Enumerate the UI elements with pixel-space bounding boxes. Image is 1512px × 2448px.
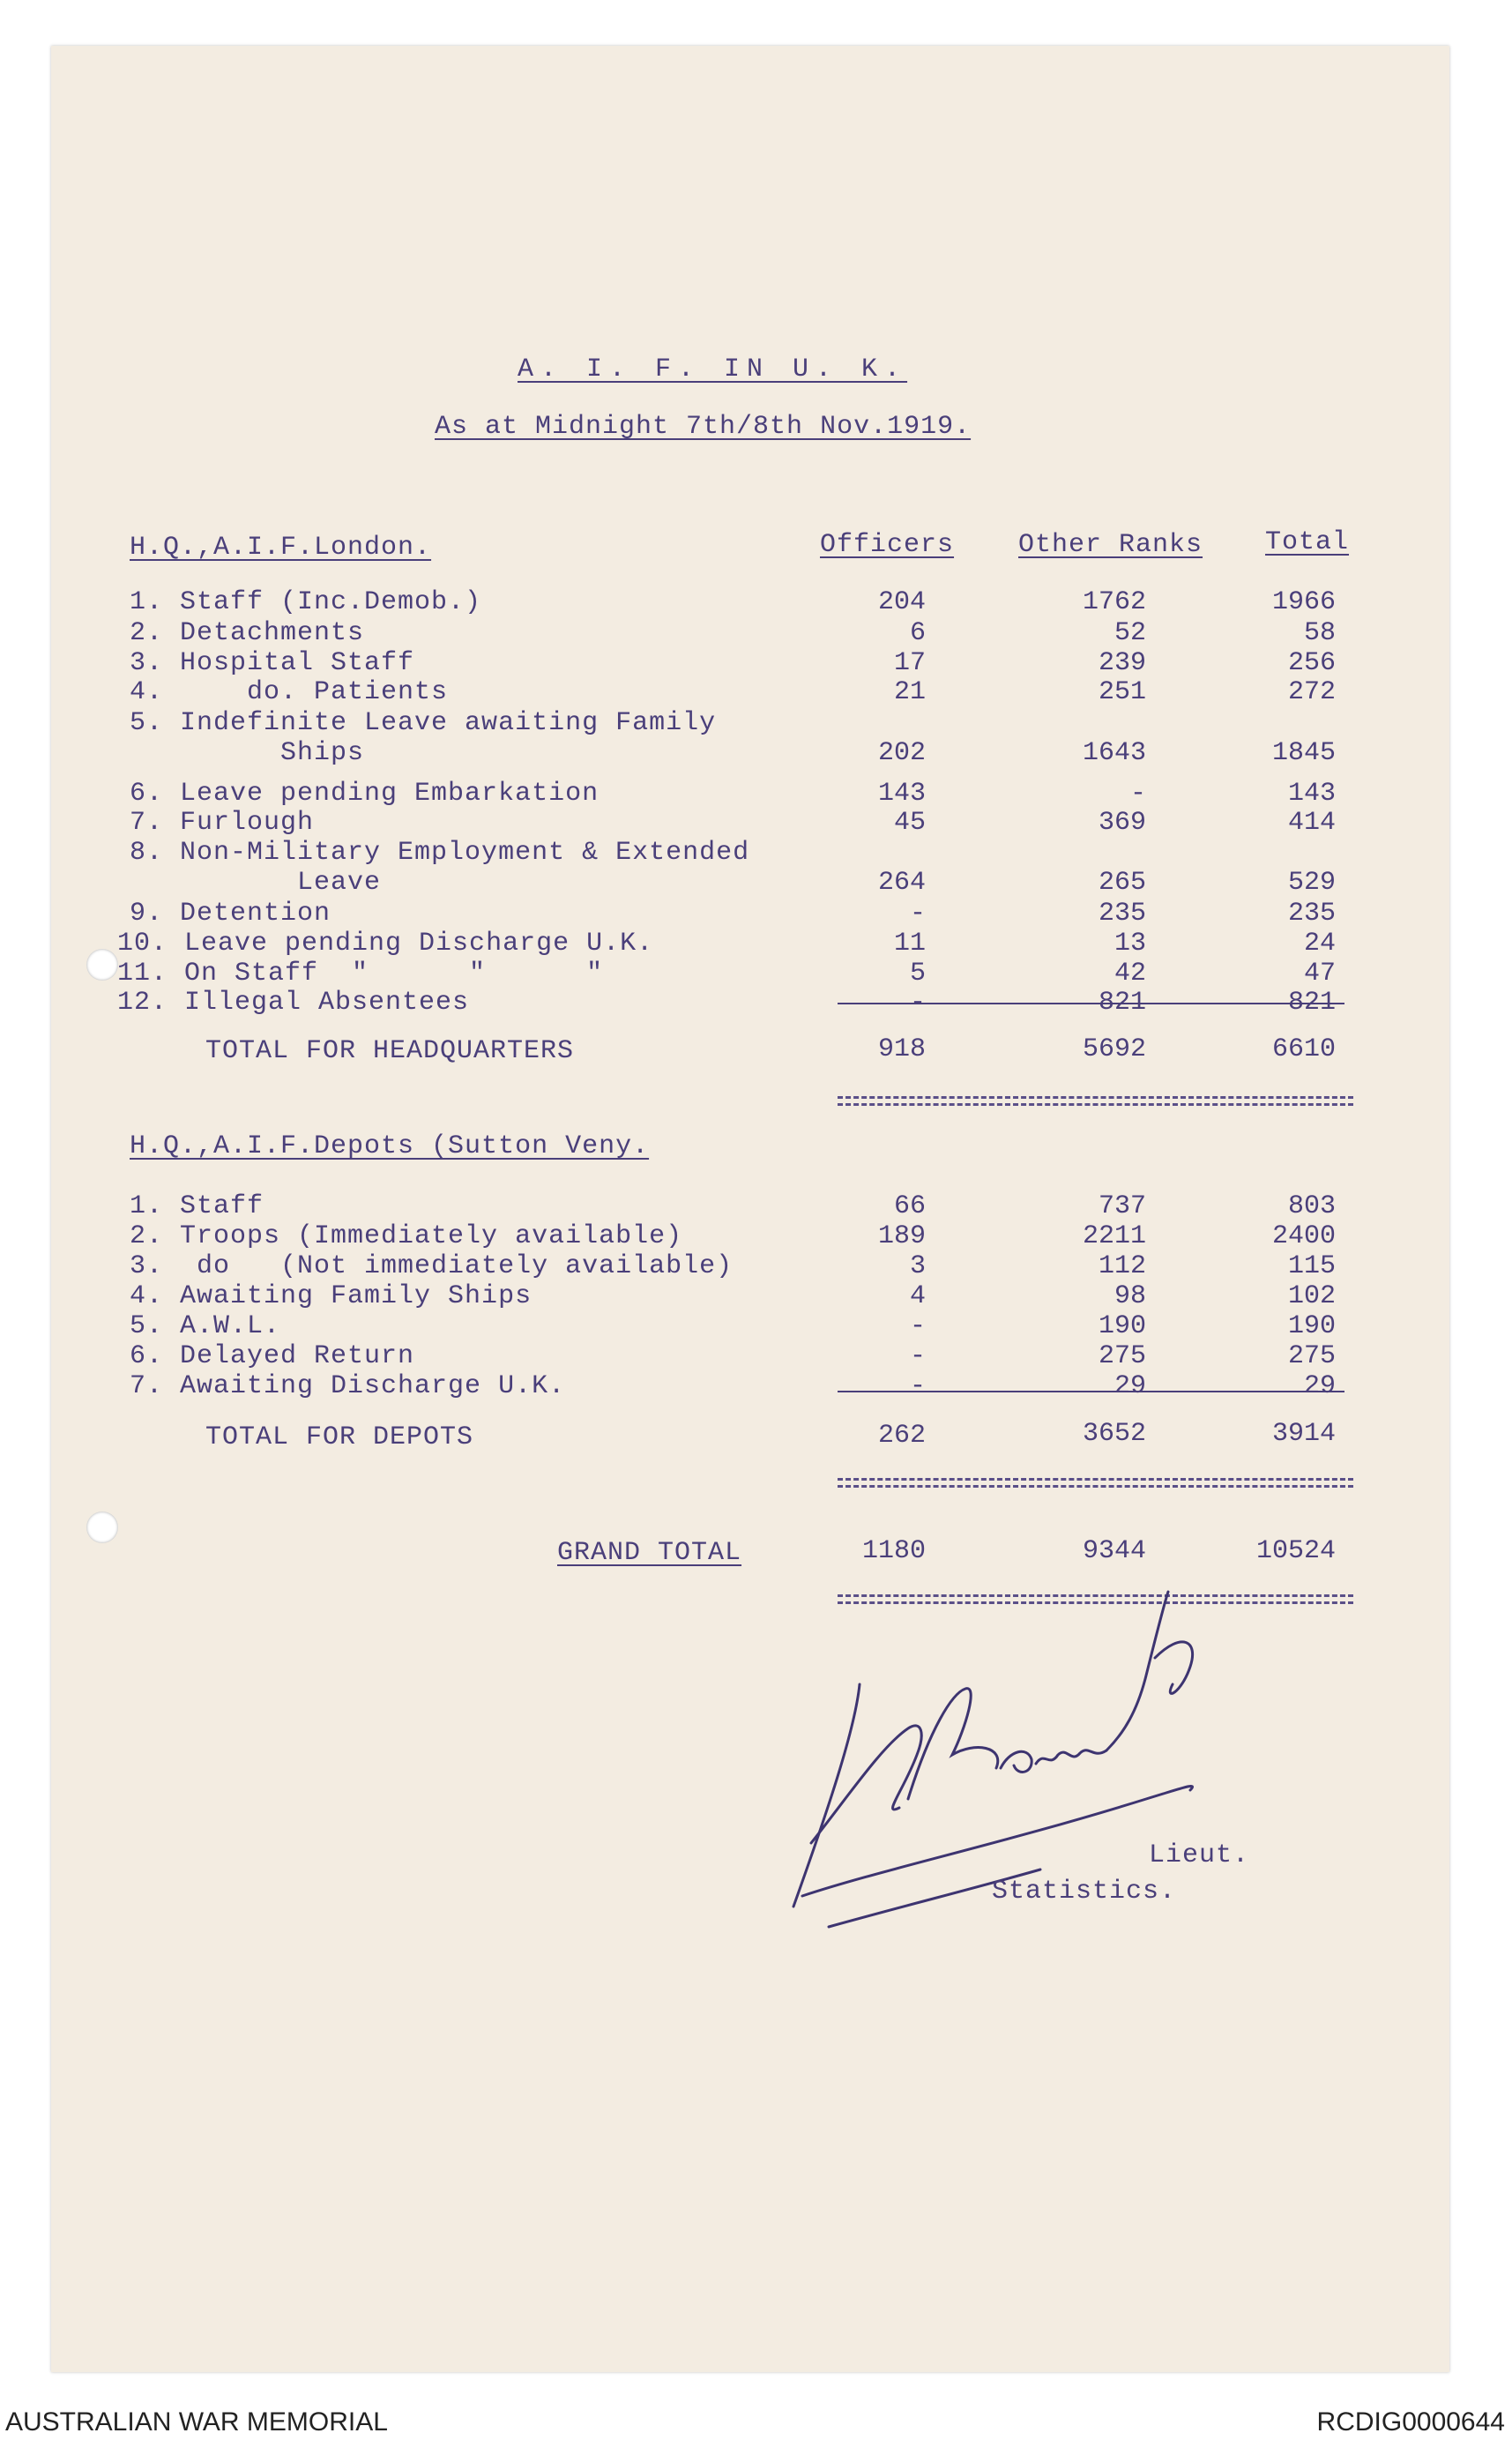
document-subtitle: As at Midnight 7th/8th Nov.1919.	[435, 412, 972, 442]
section1-cell-officers: 264	[877, 868, 926, 898]
section1-row-label-continued: Leave	[130, 868, 382, 898]
signatory-rank: Lieut.	[1149, 1840, 1250, 1870]
section1-row-label: 5. Indefinite Leave awaiting Family	[130, 708, 717, 738]
section1-cell-other: 1762	[1082, 587, 1146, 617]
section1-cell-total: 1845	[1271, 738, 1336, 768]
section2-row-label: 7. Awaiting Discharge U.K.	[130, 1371, 566, 1401]
section2-total-total: 3914	[1271, 1419, 1336, 1449]
section1-cell-total: 529	[1287, 868, 1336, 898]
section1-cell-other: 235	[1098, 899, 1146, 929]
section1-cell-other: 369	[1098, 808, 1146, 838]
section1-cell-officers: 45	[893, 808, 926, 838]
section1-total-officers: 918	[877, 1034, 926, 1064]
grand-total-label: GRAND TOTAL	[557, 1538, 742, 1568]
section2-cell-other: 737	[1098, 1191, 1146, 1221]
grand-total-total: 10524	[1255, 1536, 1336, 1566]
section1-cell-officers: 204	[877, 587, 926, 617]
subtotal-rule	[838, 1391, 1344, 1392]
section1-row-label: 3. Hospital Staff	[130, 648, 415, 678]
section1-cell-officers: 17	[893, 648, 926, 678]
section1-cell-total: 256	[1287, 648, 1336, 678]
signatory-title: Statistics.	[992, 1877, 1177, 1907]
section1-cell-total: 58	[1303, 618, 1336, 648]
section1-row-label-continued: Ships	[130, 738, 365, 768]
section1-cell-officers: -	[909, 899, 926, 929]
section2-cell-total: 190	[1287, 1311, 1336, 1341]
section2-cell-total: 275	[1287, 1341, 1336, 1371]
grand-total-other: 9344	[1082, 1536, 1146, 1566]
section2-cell-officers: 4	[909, 1281, 926, 1311]
section2-total-label: TOTAL FOR DEPOTS	[205, 1422, 474, 1452]
section1-cell-officers: -	[909, 988, 926, 1018]
section2-cell-total: 115	[1287, 1251, 1336, 1281]
section1-row-label: 1. Staff (Inc.Demob.)	[130, 587, 482, 617]
section1-cell-other: -	[1129, 779, 1146, 809]
section1-cell-total: 47	[1303, 959, 1336, 989]
section1-total-total: 6610	[1271, 1034, 1336, 1064]
section1-cell-other: 251	[1098, 677, 1146, 707]
section1-cell-officers: 11	[893, 929, 926, 959]
section2-row-label: 3. do (Not immediately available)	[130, 1251, 734, 1281]
section2-cell-officers: -	[909, 1311, 926, 1341]
section2-row-label: 6. Delayed Return	[130, 1341, 415, 1371]
section1-cell-officers: 6	[909, 618, 926, 648]
section1-heading: H.Q.,A.I.F.London.	[130, 533, 432, 563]
total-rule	[838, 1485, 1353, 1488]
total-rule	[838, 1103, 1353, 1106]
header-other-ranks: Other Ranks	[1018, 530, 1203, 560]
punch-hole	[86, 1511, 118, 1543]
section2-cell-total: 102	[1287, 1281, 1336, 1311]
header-officers: Officers	[820, 530, 955, 560]
section2-row-label: 4. Awaiting Family Ships	[130, 1281, 533, 1311]
section1-cell-officers: 202	[877, 738, 926, 768]
section2-row-label: 2. Troops (Immediately available)	[130, 1221, 683, 1251]
section1-row-label: 11. On Staff " " "	[117, 959, 604, 989]
section1-row-label: 2. Detachments	[130, 618, 365, 648]
section1-cell-other: 265	[1098, 868, 1146, 898]
section2-cell-other: 275	[1098, 1341, 1146, 1371]
section2-cell-total: 803	[1287, 1191, 1336, 1221]
section1-cell-other: 52	[1114, 618, 1146, 648]
section2-total-other: 3652	[1082, 1419, 1146, 1449]
footer-source: AUSTRALIAN WAR MEMORIAL	[5, 2407, 388, 2437]
section2-row-label: 5. A.W.L.	[130, 1311, 281, 1341]
section2-cell-total: 2400	[1271, 1221, 1336, 1251]
total-rule	[838, 1478, 1353, 1481]
section2-cell-officers: 3	[909, 1251, 926, 1281]
punch-hole	[86, 949, 118, 981]
section1-cell-other: 13	[1114, 929, 1146, 959]
section1-total-label: TOTAL FOR HEADQUARTERS	[205, 1036, 575, 1066]
section1-row-label: 6. Leave pending Embarkation	[130, 779, 600, 809]
section2-heading: H.Q.,A.I.F.Depots (Sutton Veny.	[130, 1131, 650, 1161]
section2-cell-officers: 189	[877, 1221, 926, 1251]
section1-cell-total: 821	[1287, 988, 1336, 1018]
section1-row-label: 9. Detention	[130, 899, 331, 929]
section1-row-label: 12. Illegal Absentees	[117, 988, 470, 1018]
section1-cell-other: 239	[1098, 648, 1146, 678]
section2-row-label: 1. Staff	[130, 1191, 264, 1221]
section2-cell-other: 98	[1114, 1281, 1146, 1311]
section1-cell-other: 1643	[1082, 738, 1146, 768]
section1-cell-other: 42	[1114, 959, 1146, 989]
section1-cell-total: 143	[1287, 779, 1336, 809]
section1-cell-officers: 21	[893, 677, 926, 707]
section1-cell-total: 235	[1287, 899, 1336, 929]
section2-cell-other: 112	[1098, 1251, 1146, 1281]
document-title: A. I. F. IN U. K.	[518, 355, 908, 384]
subtotal-rule	[838, 1003, 1344, 1004]
section2-cell-officers: -	[909, 1341, 926, 1371]
section1-cell-total: 1966	[1271, 587, 1336, 617]
section2-cell-officers: -	[909, 1371, 926, 1401]
total-rule	[838, 1096, 1353, 1099]
footer-identifier: RCDIG0000644	[1316, 2407, 1505, 2437]
section1-cell-total: 24	[1303, 929, 1336, 959]
section1-row-label: 7. Furlough	[130, 808, 315, 838]
section1-row-label: 4. do. Patients	[130, 677, 449, 707]
section1-cell-officers: 5	[909, 959, 926, 989]
section2-total-officers: 262	[877, 1421, 926, 1451]
section1-row-label: 10. Leave pending Discharge U.K.	[117, 929, 654, 959]
section1-row-label: 8. Non-Military Employment & Extended	[130, 838, 750, 868]
section2-cell-other: 2211	[1082, 1221, 1146, 1251]
section2-cell-officers: 66	[893, 1191, 926, 1221]
section1-cell-officers: 143	[877, 779, 926, 809]
section1-cell-other: 821	[1098, 988, 1146, 1018]
header-total: Total	[1265, 527, 1350, 557]
section1-total-other: 5692	[1082, 1034, 1146, 1064]
grand-total-officers: 1180	[861, 1536, 926, 1566]
section1-cell-total: 272	[1287, 677, 1336, 707]
section2-cell-total: 29	[1303, 1371, 1336, 1401]
section2-cell-other: 190	[1098, 1311, 1146, 1341]
section2-cell-other: 29	[1114, 1371, 1146, 1401]
section1-cell-total: 414	[1287, 808, 1336, 838]
